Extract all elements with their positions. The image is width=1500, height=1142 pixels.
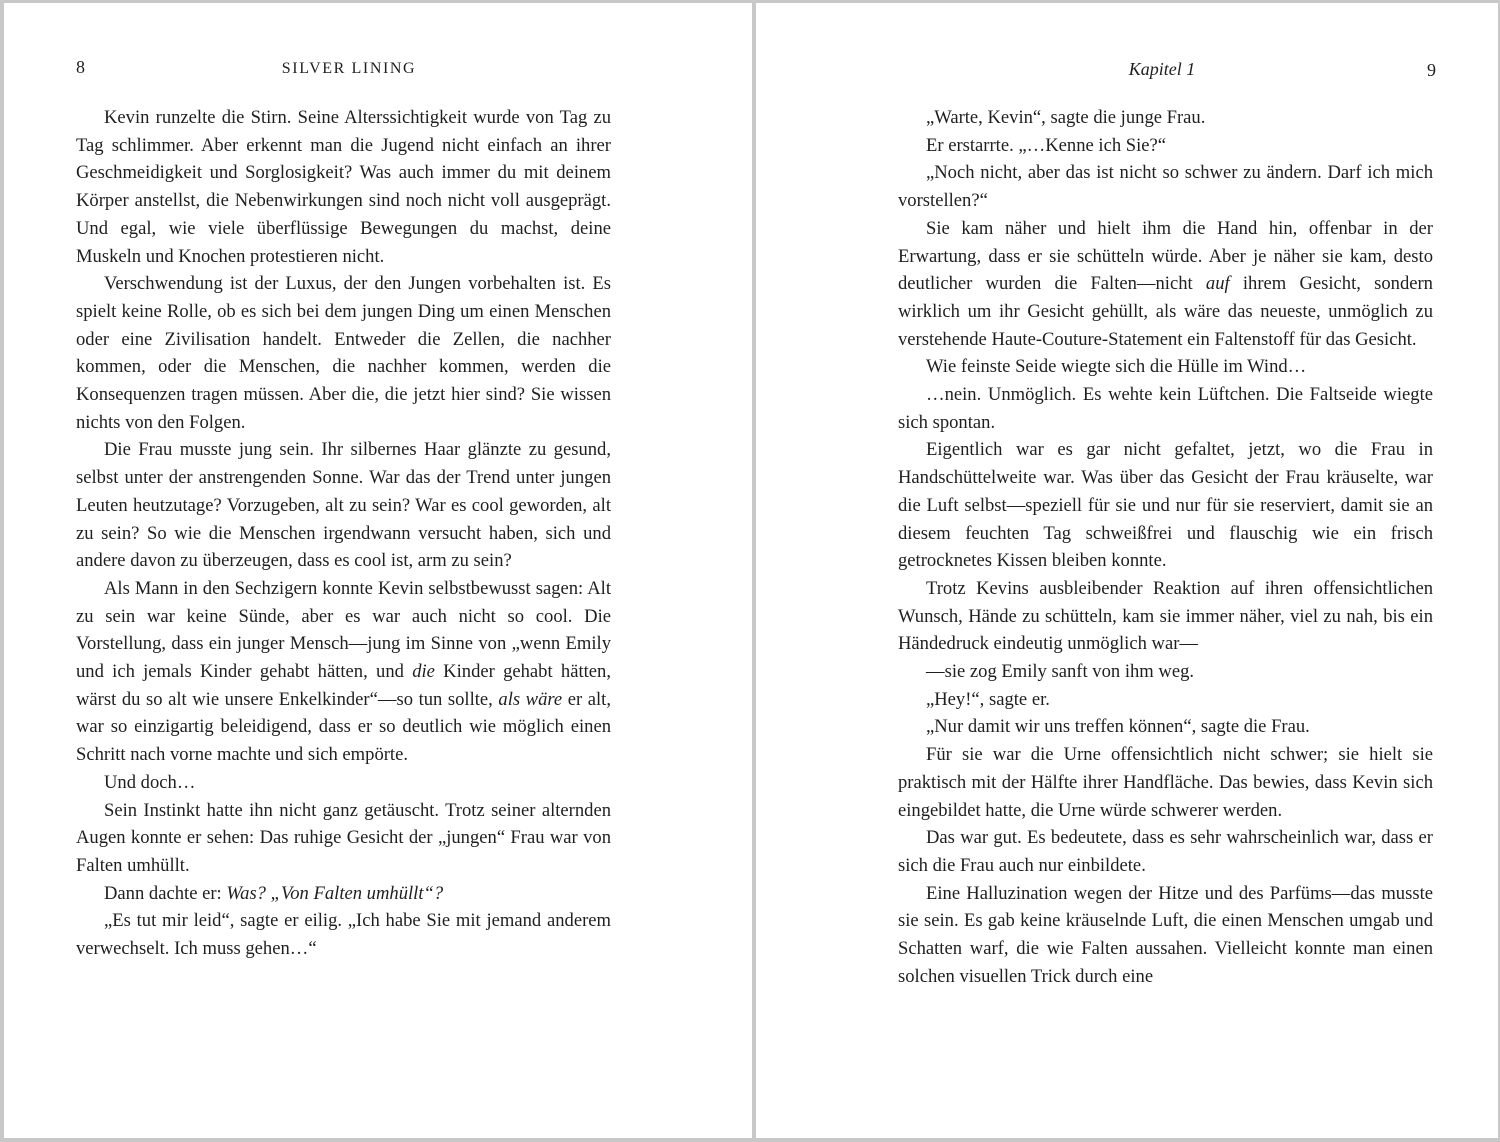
paragraph-text: „Noch nicht, aber das ist nicht so schwer zu ändern. Darf ich mich vorstellen?“ bbox=[898, 162, 1433, 212]
right-page bbox=[756, 3, 1498, 1138]
running-head: Kapitel 1 bbox=[1128, 59, 1196, 79]
paragraph-text: Sein Instinkt hatte ihn nicht ganz getäuscht. Trotz seiner alternden Augen konnte er sehen: Das ruhige Gesicht der „jungen“ Frau war von Falten umhüllt. bbox=[76, 799, 611, 876]
page-number: 9 bbox=[1427, 60, 1436, 80]
paragraph bbox=[898, 824, 1433, 879]
paragraph bbox=[76, 270, 611, 436]
paragraph-text: Und doch… bbox=[104, 771, 196, 793]
paragraph-text: Er erstarrte. „…Kenne ich Sie?“ bbox=[926, 134, 1167, 156]
paragraph-text: Kevin runzelte die Stirn. Seine Alterssichtigkeit wurde von Tag zu Tag schlimmer. Aber erkennt man die Jugend nicht einfach an ihrer Geschmeidigkeit und Sorglosigkeit? Was auch immer du mit deinem Körper anstellst, die Nebenwirkungen sind noch nicht voll ausgeprägt. Und egal, wie viele überflüssige Bewegungen du machst, deine Muskeln und Knochen protestieren nicht. bbox=[76, 107, 611, 267]
paragraph bbox=[76, 880, 611, 908]
paragraph bbox=[898, 713, 1433, 741]
paragraph-text: „Nur damit wir uns treffen können“, sagte die Frau. bbox=[926, 716, 1310, 738]
paragraph bbox=[898, 658, 1433, 686]
italic-text: Was? „Von Falten umhüllt“? bbox=[226, 882, 444, 904]
italic-text: die bbox=[412, 661, 435, 683]
paragraph-text: Dann dachte er: bbox=[104, 882, 227, 904]
paragraph-text: ihrem Gesicht, sondern wirklich um ihr Gesicht gehüllt, als wäre das neueste, unmöglich zu verstehende Haute-Couture-Statement ein Faltenstoff für das Gesicht. bbox=[898, 273, 1433, 350]
paragraph-text: Für sie war die Urne offensichtlich nicht schwer; sie hielt sie praktisch mit der Hälfte ihrer Handfläche. Das bewies, dass Kevin sich eingebildet hatte, die Urne würde schwerer werden. bbox=[898, 744, 1433, 821]
paragraph-text: Sie kam näher und hielt ihm die Hand hin, offenbar in der Erwartung, dass er sie schütteln würde. Aber je näher sie kam, desto deutlicher wurden die Falten—nicht bbox=[898, 217, 1433, 295]
paragraph bbox=[898, 741, 1433, 824]
paragraph bbox=[76, 575, 611, 769]
paragraph bbox=[76, 436, 611, 575]
running-head: SILVER LINING bbox=[281, 60, 417, 77]
paragraph bbox=[76, 104, 611, 270]
paragraph-text: Verschwendung ist der Luxus, der den Jungen vorbehalten ist. Es spielt keine Rolle, ob es sich bei dem jungen Ding um einen Menschen oder eine Zivilisation handelt. Entweder die Zellen, die nachher kommen, oder die Menschen, die nachher kommen, werden die Konsequenzen tragen müssen. Aber die, die jetzt hier sind? Sie wissen nichts von den Folgen. bbox=[76, 273, 611, 433]
paragraph-text: „Hey!“, sagte er. bbox=[926, 688, 1050, 710]
paragraph-text: er alt, war so einzigartig beleidigend, dass er so deutlich wie möglich einen Schritt nach vorne machte und sich empörte. bbox=[76, 688, 611, 766]
paragraph bbox=[898, 159, 1433, 214]
paragraph bbox=[898, 436, 1433, 575]
paragraph-text: „Warte, Kevin“, sagte die junge Frau. bbox=[926, 107, 1206, 128]
page-number: 8 bbox=[76, 57, 85, 77]
paragraph-text: Eigentlich war es gar nicht gefaltet, jetzt, wo die Frau in Handschüttelweite war. Was über das Gesicht der Frau kräuselte, war die Luft selbst—speziell für sie und nur für sie reserviert, damit sie an diesem feuchten Tag schweißfrei und flauschig wie ein frisch getrocknetes Kissen bleiben konnte. bbox=[898, 439, 1433, 572]
paragraph bbox=[76, 907, 611, 962]
paragraph-text: —sie zog Emily sanft von ihm weg. bbox=[926, 661, 1195, 683]
paragraph bbox=[898, 215, 1433, 354]
paragraph bbox=[76, 797, 611, 880]
italic-text: auf bbox=[1205, 273, 1230, 295]
left-page bbox=[4, 3, 752, 1138]
paragraph-text: Trotz Kevins ausbleibender Reaktion auf ihren offensichtlichen Wunsch, Hände zu schütteln, kam sie immer näher, viel zu nah, bis ein Händedruck eindeutig unmöglich war— bbox=[898, 577, 1433, 655]
paragraph bbox=[898, 132, 1433, 160]
paragraph bbox=[898, 353, 1433, 381]
paragraph-text: Kinder gehabt hätten, wärst du so alt wie unsere Enkelkinder“—so tun sollte, bbox=[76, 661, 611, 710]
paragraph bbox=[898, 880, 1433, 991]
paragraph-text: Wie feinste Seide wiegte sich die Hülle im Wind… bbox=[926, 356, 1307, 378]
left-page-header bbox=[4, 57, 752, 81]
paragraph-text: „Es tut mir leid“, sagte er eilig. „Ich habe Sie mit jemand anderem verwechselt. Ich muss gehen…“ bbox=[76, 910, 611, 960]
right-page-header bbox=[756, 57, 1498, 81]
paragraph bbox=[898, 575, 1433, 658]
paragraph bbox=[898, 686, 1433, 714]
paragraph bbox=[898, 104, 1433, 132]
paragraph-text: Eine Halluzination wegen der Hitze und des Parfüms—das musste sie sein. Es gab keine kräuselnde Luft, die einen Menschen umgab und Schatten warf, die wie Falten aussahen. Vielleicht konnte man einen solchen visuellen Trick durch eine bbox=[898, 882, 1433, 987]
paragraph-text: Das war gut. Es bedeutete, dass es sehr wahrscheinlich war, dass er sich die Frau auch nur einbildete. bbox=[898, 827, 1433, 876]
paragraph-text: Als Mann in den Sechzigern konnte Kevin selbstbewusst sagen: Alt zu sein war keine Sünde, aber es war auch nicht so cool. Die Vorstellung, dass ein junger Mensch—jung im Sinne von „wenn Emily und ich jemals Kinder gehabt hätten, und bbox=[76, 577, 611, 683]
paragraph bbox=[898, 381, 1433, 436]
paragraph-text: …nein. Unmöglich. Es wehte kein Lüftchen. Die Faltseide wiegte sich spontan. bbox=[898, 384, 1433, 433]
paragraph bbox=[76, 769, 611, 797]
paragraph-text: Die Frau musste jung sein. Ihr silbernes Haar glänzte zu gesund, selbst unter der anstrengenden Sonne. War das der Trend unter jungen Leuten heutzutage? Vorzugeben, alt zu sein? War es cool geworden, alt zu sein? So wie die Menschen irgendwann versucht haben, sich und andere davon zu überzeugen, dass es cool ist, arm zu sein? bbox=[76, 439, 611, 572]
right-page-body bbox=[898, 104, 1433, 991]
left-page-body bbox=[76, 104, 611, 963]
italic-text: als wäre bbox=[498, 688, 563, 710]
